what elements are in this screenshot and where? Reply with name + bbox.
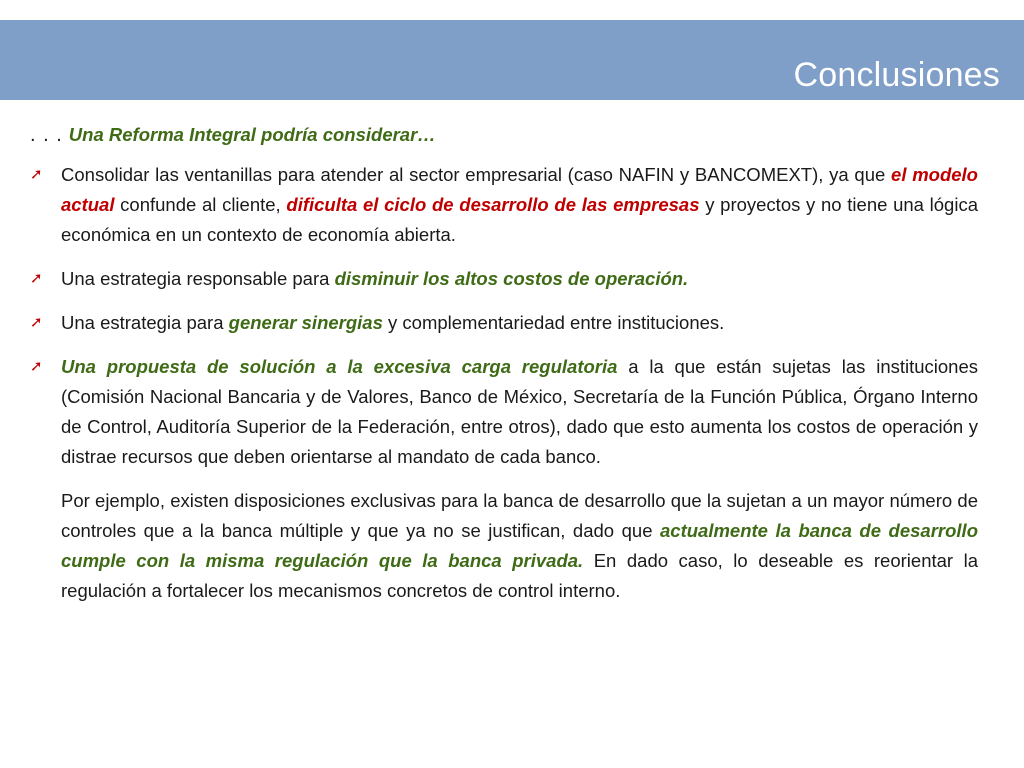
arrow-bullet-icon: ➚ bbox=[30, 166, 43, 183]
arrow-bullet-icon: ➚ bbox=[30, 270, 43, 287]
emphasis-green: actualmente la banca de desarrollo cumple con la misma regulación que la banca privada. bbox=[61, 520, 978, 571]
bullet-item-4 bbox=[30, 352, 978, 472]
text-run: Una estrategia responsable para bbox=[61, 268, 335, 289]
text-run: Consolidar las ventanillas para atender al sector empresarial (caso NAFIN y BANCOMEXT), ya que bbox=[61, 164, 892, 185]
emphasis-green: disminuir los altos costos de operación. bbox=[334, 268, 689, 289]
intro-text: Una Reforma Integral podría considerar… bbox=[68, 124, 436, 145]
bullet-item-1 bbox=[30, 160, 978, 250]
bullet-text bbox=[61, 160, 978, 250]
text-run: y proyectos y no tiene una lógica económica en un contexto de economía abierta. bbox=[61, 194, 978, 245]
emphasis-red: dificulta el ciclo de desarrollo de las empresas bbox=[286, 194, 700, 215]
slide-title: Conclusiones bbox=[793, 56, 1000, 94]
intro-line bbox=[30, 120, 978, 150]
bullet-text bbox=[61, 308, 978, 338]
bullet-item-3 bbox=[30, 308, 978, 338]
text-run: Por ejemplo, existen disposiciones exclusivas para la banca de desarrollo que la sujetan a un mayor número de controles que a la banca múltiple y que ya no se justifican, dado que bbox=[61, 490, 978, 541]
emphasis-green: Una propuesta de solución a la excesiva carga regulatoria bbox=[61, 356, 618, 377]
bullet-text bbox=[61, 352, 978, 472]
text-run: confunde al cliente, bbox=[114, 194, 287, 215]
arrow-bullet-icon: ➚ bbox=[30, 314, 43, 331]
text-run: En dado caso, lo deseable es reorientar la regulación a fortalecer los mecanismos concretos de control interno. bbox=[61, 550, 978, 601]
ellipsis: . . . bbox=[30, 124, 63, 146]
example-paragraph bbox=[61, 486, 978, 606]
emphasis-red: el modelo actual bbox=[61, 164, 978, 215]
text-run: a la que están sujetas las instituciones (Comisión Nacional Bancaria y de Valores, Banco de México, Secretaría de la Función Pública, Órgano Interno de Control, Auditoría Superior de la Federación, entre otros), dado que esto aumenta los costos de operación y distrae recursos que deben orientarse al mandato de cada banco. bbox=[61, 356, 979, 467]
text-run: Una estrategia para bbox=[61, 312, 229, 333]
bullet-text bbox=[61, 264, 978, 294]
header-band bbox=[0, 20, 1024, 100]
emphasis-green: generar sinergias bbox=[228, 312, 383, 333]
arrow-bullet-icon: ➚ bbox=[30, 358, 43, 375]
text-run: y complementariedad entre instituciones. bbox=[382, 312, 725, 333]
bullet-item-2 bbox=[30, 264, 978, 294]
slide-content bbox=[30, 120, 978, 606]
